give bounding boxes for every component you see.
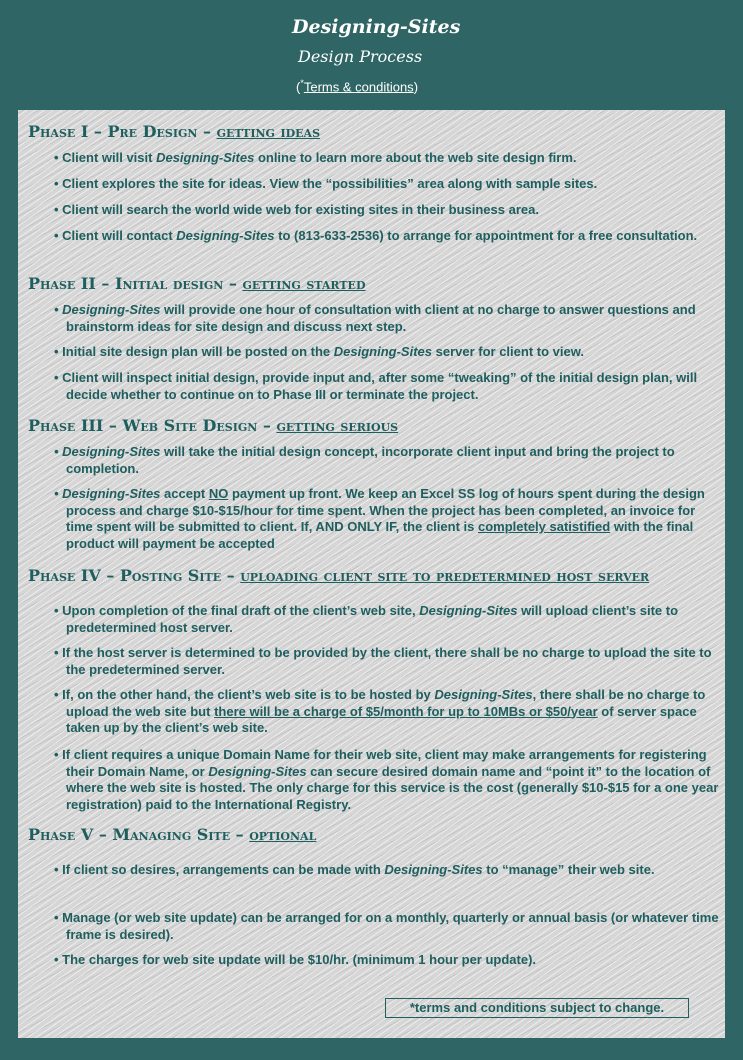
phase-3-heading	[28, 416, 398, 435]
phase-2-bullet-3: • Client will inspect initial design, provide input and, after some “tweaking” of the initial design plan, will decide whether to continue on to Phase III or terminate the project.	[54, 370, 698, 402]
phase-3-tag: getting serious	[276, 416, 399, 435]
phase-1-bullet-3: • Client will search the world wide web for existing sites in their business area.	[54, 202, 539, 217]
phase-2-tag: getting started	[242, 274, 366, 293]
terms-asterisk: *	[300, 78, 304, 88]
terms-open-paren: (	[296, 79, 301, 95]
phase-1-bullet-1: • Client will visit Designing-Sites online to learn more about the web site design firm.	[54, 150, 577, 165]
site-title: Designing-Sites	[292, 16, 461, 38]
phase-5-title: Phase V – Managing Site –	[28, 825, 250, 844]
phase-3-bullet-1: • Designing-Sites will take the initial design concept, incorporate client input and bring the project to completion.	[54, 444, 675, 476]
terms-link[interactable]: Terms & conditions	[303, 79, 414, 95]
phase-4-bullet-1: • Upon completion of the final draft of the client’s web site, Designing-Sites will upload client’s site to predetermined host server.	[54, 603, 679, 635]
phase-4-bullet-2: • If the host server is determined to be provided by the client, there shall be no charge to upload the site to the predetermined server.	[54, 645, 712, 677]
phase-2-title: Phase II – Initial design –	[28, 274, 243, 293]
phase-2-bullet-1: • Designing-Sites will provide one hour of consultation with client at no charge to answer questions and brainstorm ideas for site design and discuss next step.	[54, 302, 696, 334]
phase-3-bullet-2: • Designing-Sites accept NO payment up front. We keep an Excel SS log of hours spent during the design process and charge $10-$15/hour for time spent. When the project has been completed, an invoice for time spent will be submitted to client. If, AND ONLY IF, the client is completely satistified with the final product will payment be accepted	[54, 486, 705, 551]
terms-footnote: *terms and conditions subject to change.	[385, 998, 689, 1018]
content-panel	[18, 110, 725, 1038]
phase-4-tag: uploading client site to predetermined host server	[240, 566, 650, 585]
phase-5-heading	[28, 825, 316, 844]
phase-2-bullet-2: • Initial site design plan will be posted on the Designing-Sites server for client to view.	[54, 344, 584, 359]
terms-close-paren: )	[413, 79, 419, 95]
phase-3-title: Phase III – Web Site Design –	[28, 416, 277, 435]
phase-1-heading	[28, 122, 320, 141]
page-subtitle: Design Process	[298, 47, 423, 66]
phase-5-tag: optional	[249, 825, 317, 844]
phase-1-title: Phase I – Pre Design –	[28, 122, 217, 141]
phase-1-bullet-4: • Client will contact Designing-Sites to (813-633-2536) to arrange for appointment for a free consultation.	[54, 228, 698, 243]
phase-5-bullet-2: • Manage (or web site update) can be arranged for on a monthly, quarterly or annual basis (or whatever time frame is desired).	[54, 910, 719, 942]
phase-1-tag: getting ideas	[216, 122, 321, 141]
phase-4-bullet-4: • If client requires a unique Domain Name for their web site, client may make arrangements for registering their Domain Name, or Designing-Sites can secure desired domain name and “point it” to the location of where the web site is hosted. The only charge for this service is the cost (generally $10-$15 for a one year registration) paid to the International Registry.	[54, 747, 719, 812]
phase-2-heading	[28, 274, 365, 293]
page-header	[0, 0, 743, 110]
phase-4-title: Phase IV – Posting Site –	[28, 566, 241, 585]
phase-1-bullet-2: • Client explores the site for ideas. View the “possibilities” area along with sample sites.	[54, 176, 598, 191]
terms-reference	[296, 78, 418, 94]
phase-4-heading	[28, 566, 649, 585]
phase-4-bullet-3: • If, on the other hand, the client’s web site is to be hosted by Designing-Sites, there shall be no charge to upload the web site but there will be a charge of $5/month for up to 10MBs or $50/year of server space taken up by the client’s web site.	[54, 687, 706, 735]
phase-5-bullet-1: • If client so desires, arrangements can be made with Designing-Sites to “manage” their web site.	[54, 862, 655, 877]
phase-5-bullet-3: • The charges for web site update will be $10/hr. (minimum 1 hour per update).	[54, 952, 537, 967]
